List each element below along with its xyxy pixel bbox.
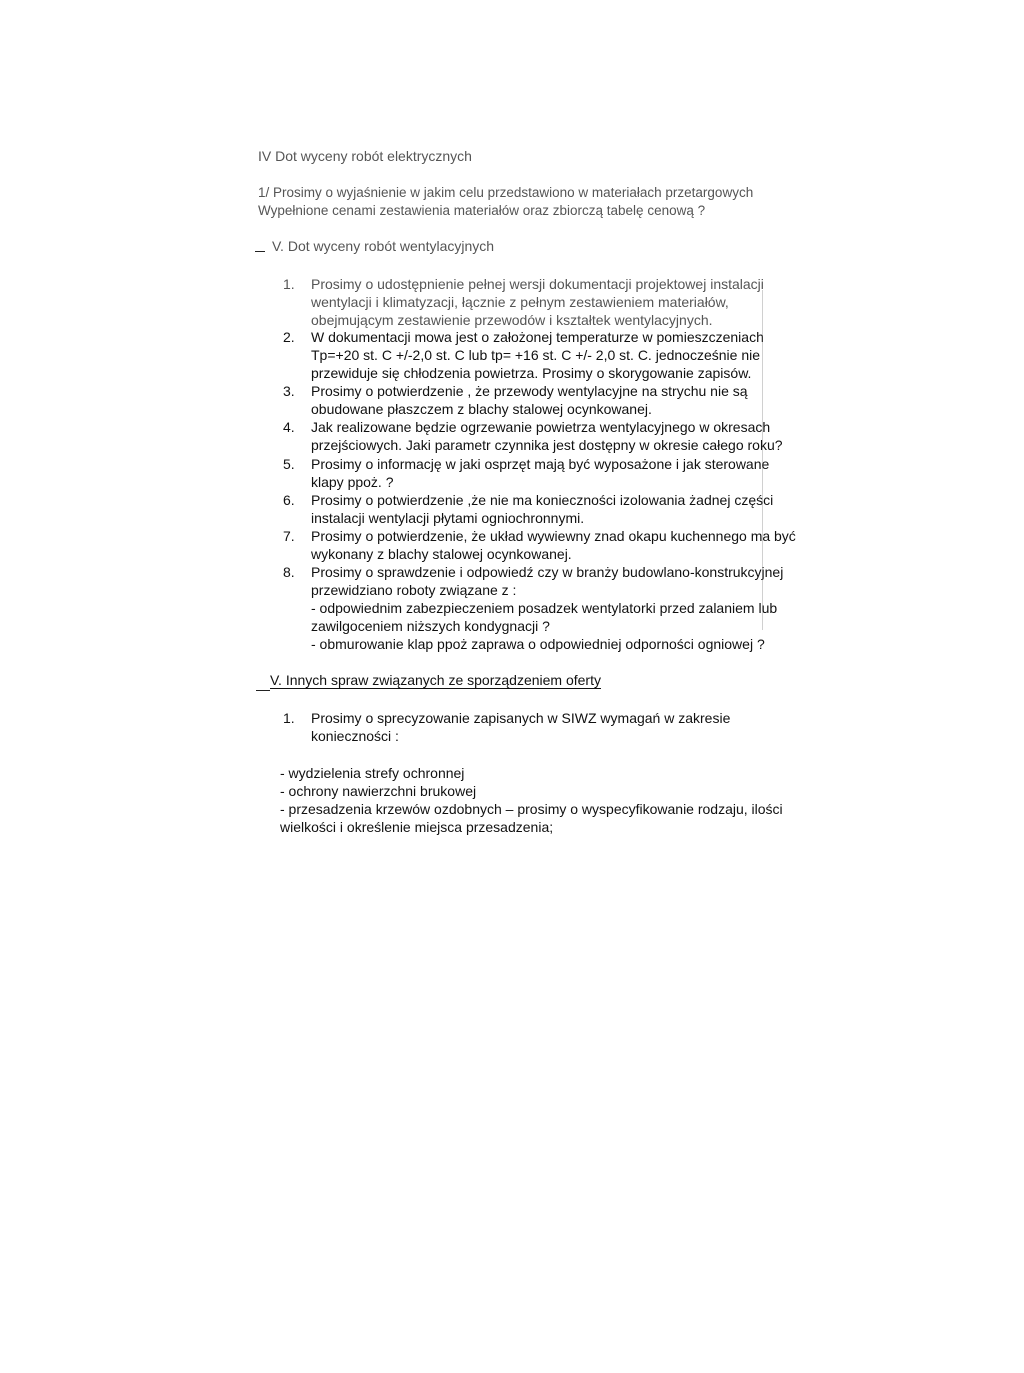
list-item-number: 8.	[283, 564, 295, 580]
section-v1-title: V. Dot wyceny robót wentylacyjnych	[272, 238, 495, 254]
list-item-text: Prosimy o potwierdzenie , że przewody wentylacyjne na strychu nie są	[311, 383, 748, 399]
list-item-text: klapy ppoż. ?	[311, 474, 394, 490]
dash-line-4: wielkości i określenie miejsca przesadzenia;	[280, 819, 554, 835]
section-v1-leading-mark	[255, 251, 265, 252]
section-iv-paragraph-line-2: Wypełnione cenami zestawienia materiałów oraz zbiorczą tabelę cenową ?	[258, 203, 706, 218]
section-iv-title: IV Dot wyceny robót elektrycznych	[258, 148, 472, 164]
list-item-number: 5.	[283, 456, 295, 472]
list-item-text: - obmurowanie klap ppoż zaprawa o odpowiedniej odporności ogniowej ?	[311, 636, 765, 652]
list-item-text: konieczności :	[311, 728, 399, 744]
list-item-number: 1.	[283, 710, 295, 726]
section-v2-title: V. Innych spraw związanych ze sporządzeniem oferty	[270, 672, 601, 688]
list-item-text: obejmującym zestawienie przewodów i kształtek wentylacyjnych.	[311, 312, 713, 328]
dash-line-1: - wydzielenia strefy ochronnej	[280, 765, 465, 781]
list-item-text: Prosimy o sprawdzenie i odpowiedź czy w branży budowlano-konstrukcyjnej	[311, 564, 784, 580]
list-item-text: Jak realizowane będzie ogrzewanie powietrza wentylacyjnego w okresach	[311, 419, 771, 435]
scan-artifact-line	[762, 290, 763, 630]
list-item-number: 1.	[283, 276, 295, 292]
list-item-text: Prosimy o potwierdzenie, że układ wywiewny znad okapu kuchennego ma być	[311, 528, 796, 544]
list-item-text: obudowane płaszczem z blachy stalowej ocynkowanej.	[311, 401, 652, 417]
list-item-number: 7.	[283, 528, 295, 544]
list-item-text: Prosimy o informację w jaki osprzęt mają być wyposażone i jak sterowane	[311, 456, 770, 472]
list-item-number: 6.	[283, 492, 295, 508]
dash-line-3: - przesadzenia krzewów ozdobnych – prosimy o wyspecyfikowanie rodzaju, ilości	[280, 801, 783, 817]
list-item-number: 3.	[283, 383, 295, 399]
list-item-text: wykonany z blachy stalowej ocynkowanej.	[311, 546, 572, 562]
list-item-text: przewiduje się chłodzenia powietrza. Prosimy o skorygowanie zapisów.	[311, 365, 752, 381]
list-item-text: Prosimy o sprecyzowanie zapisanych w SIWZ wymagań w zakresie	[311, 710, 731, 726]
list-item-text: zawilgoceniem niższych kondygnacji ?	[311, 618, 550, 634]
list-item-text: przewidziano roboty związane z :	[311, 582, 517, 598]
list-item-text: W dokumentacji mowa jest o założonej temperaturze w pomieszczeniach	[311, 329, 764, 345]
section-iv-paragraph-line-1: 1/ Prosimy o wyjaśnienie w jakim celu przedstawiono w materiałach przetargowych	[258, 185, 754, 200]
list-item-text: instalacji wentylacji płytami ogniochronnymi.	[311, 510, 585, 526]
list-item-number: 2.	[283, 329, 295, 345]
list-item-text: Prosimy o udostępnienie pełnej wersji dokumentacji projektowej instalacji	[311, 276, 764, 292]
list-item-text: Tp=+20 st. C +/-2,0 st. C lub tp= +16 st. C +/- 2,0 st. C. jednocześnie nie	[311, 347, 761, 363]
section-v2-leading-mark	[256, 690, 270, 691]
list-item-text: wentylacji i klimatyzacji, łącznie z pełnym zestawieniem materiałów,	[311, 294, 729, 310]
list-item-text: Prosimy o potwierdzenie ,że nie ma konieczności izolowania żadnej części	[311, 492, 774, 508]
list-item-text: - odpowiednim zabezpieczeniem posadzek wentylatorki przed zalaniem lub	[311, 600, 778, 616]
dash-line-2: - ochrony nawierzchni brukowej	[280, 783, 477, 799]
list-item-text: przejściowych. Jaki parametr czynnika jest dostępny w okresie całego roku?	[311, 437, 783, 453]
list-item-number: 4.	[283, 419, 295, 435]
